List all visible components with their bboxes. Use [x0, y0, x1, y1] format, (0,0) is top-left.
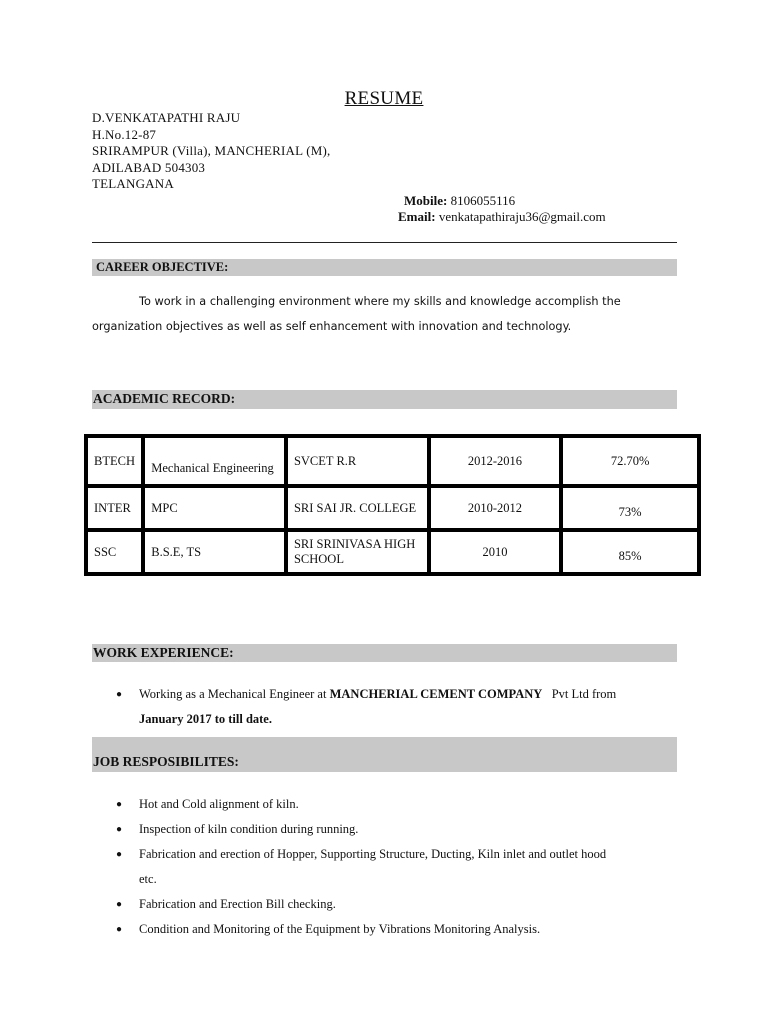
mobile-number: 8106055116	[450, 193, 516, 208]
list-item	[92, 792, 692, 817]
email-address[interactable]: venkatapathiraju36@gmail.com	[438, 209, 606, 224]
address-line: TELANGANA	[92, 176, 174, 191]
table-cell: 73%	[561, 486, 699, 530]
divider	[92, 242, 677, 243]
table-cell: SSC	[86, 530, 143, 574]
work-text: Working as a Mechanical Engineer at	[139, 687, 327, 701]
list-item-text: Hot and Cold alignment of kiln.	[139, 797, 299, 811]
mobile-label: Mobile:	[404, 193, 448, 208]
table-cell: 2012-2016	[429, 436, 562, 486]
list-item	[92, 842, 692, 867]
list-item-text: Inspection of kiln condition during running.	[139, 822, 359, 836]
table-cell: SVCET R.R	[286, 436, 429, 486]
table-cell: MPC	[143, 486, 286, 530]
mobile-line	[0, 193, 768, 209]
list-item-text: Condition and Monitoring of the Equipment by Vibrations Monitoring Analysis.	[139, 922, 541, 936]
table-row	[86, 530, 699, 574]
objective-line: To work in a challenging environment where my skills and knowledge accomplish the	[139, 295, 621, 308]
section-heading-work-experience: WORK EXPERIENCE:	[92, 644, 677, 662]
list-item-text: Fabrication and erection of Hopper, Supporting Structure, Ducting, Kiln inlet and outlet hood	[139, 847, 607, 861]
bullet-icon: ●	[116, 689, 123, 700]
table-cell: 85%	[561, 530, 699, 574]
section-heading-job-responsibilities: JOB RESPOSIBILITES:	[92, 737, 677, 772]
list-item-continuation: etc.	[139, 872, 157, 886]
section-heading-academic-record: ACADEMIC RECORD:	[92, 390, 677, 409]
objective-line: organization objectives as well as self enhancement with innovation and technology.	[92, 320, 572, 333]
bullet-icon: ●	[116, 824, 123, 835]
list-item	[92, 892, 692, 917]
address-line: ADILABAD 504303	[92, 159, 206, 175]
list-item	[92, 817, 692, 842]
bullet-icon: ●	[116, 849, 123, 860]
address-line: H.No.12-87	[92, 126, 157, 142]
email-line	[0, 209, 768, 225]
table-row	[86, 486, 699, 530]
job-responsibilities-list	[92, 792, 692, 942]
bullet-icon: ●	[116, 899, 123, 910]
list-item	[92, 682, 692, 707]
page-title: RESUME	[344, 88, 424, 109]
table-cell: BTECH	[86, 436, 143, 486]
list-item	[92, 917, 692, 942]
work-experience-list	[92, 682, 692, 732]
email-label: Email:	[398, 209, 436, 224]
table-cell: SRI SAI JR. COLLEGE	[286, 486, 429, 530]
table-cell: 72.70%	[561, 436, 699, 486]
table-row	[86, 436, 699, 486]
table-cell: Mechanical Engineering	[143, 436, 286, 486]
address-line: SRIRAMPUR (Villa), MANCHERIAL (M),	[92, 143, 331, 158]
academic-record-table	[84, 434, 701, 576]
list-item-text: Fabrication and Erection Bill checking.	[139, 897, 336, 911]
table-cell: SRI SRINIVASA HIGH SCHOOL	[286, 530, 429, 574]
table-cell: 2010-2012	[429, 486, 562, 530]
table-cell: INTER	[86, 486, 143, 530]
bullet-icon: ●	[116, 799, 123, 810]
bullet-icon: ●	[116, 924, 123, 935]
company-name: MANCHERIAL CEMENT COMPANY	[329, 687, 543, 701]
table-cell: B.S.E, TS	[143, 530, 286, 574]
work-text: Pvt Ltd from	[551, 687, 617, 701]
list-item-continuation: January 2017 to till date.	[139, 712, 272, 726]
address-block	[92, 110, 330, 193]
section-heading-career-objective: CAREER OBJECTIVE:	[92, 259, 677, 276]
career-objective-text	[92, 289, 677, 339]
candidate-name: D.VENKATAPATHI RAJU	[92, 110, 241, 125]
table-cell: 2010	[429, 530, 562, 574]
